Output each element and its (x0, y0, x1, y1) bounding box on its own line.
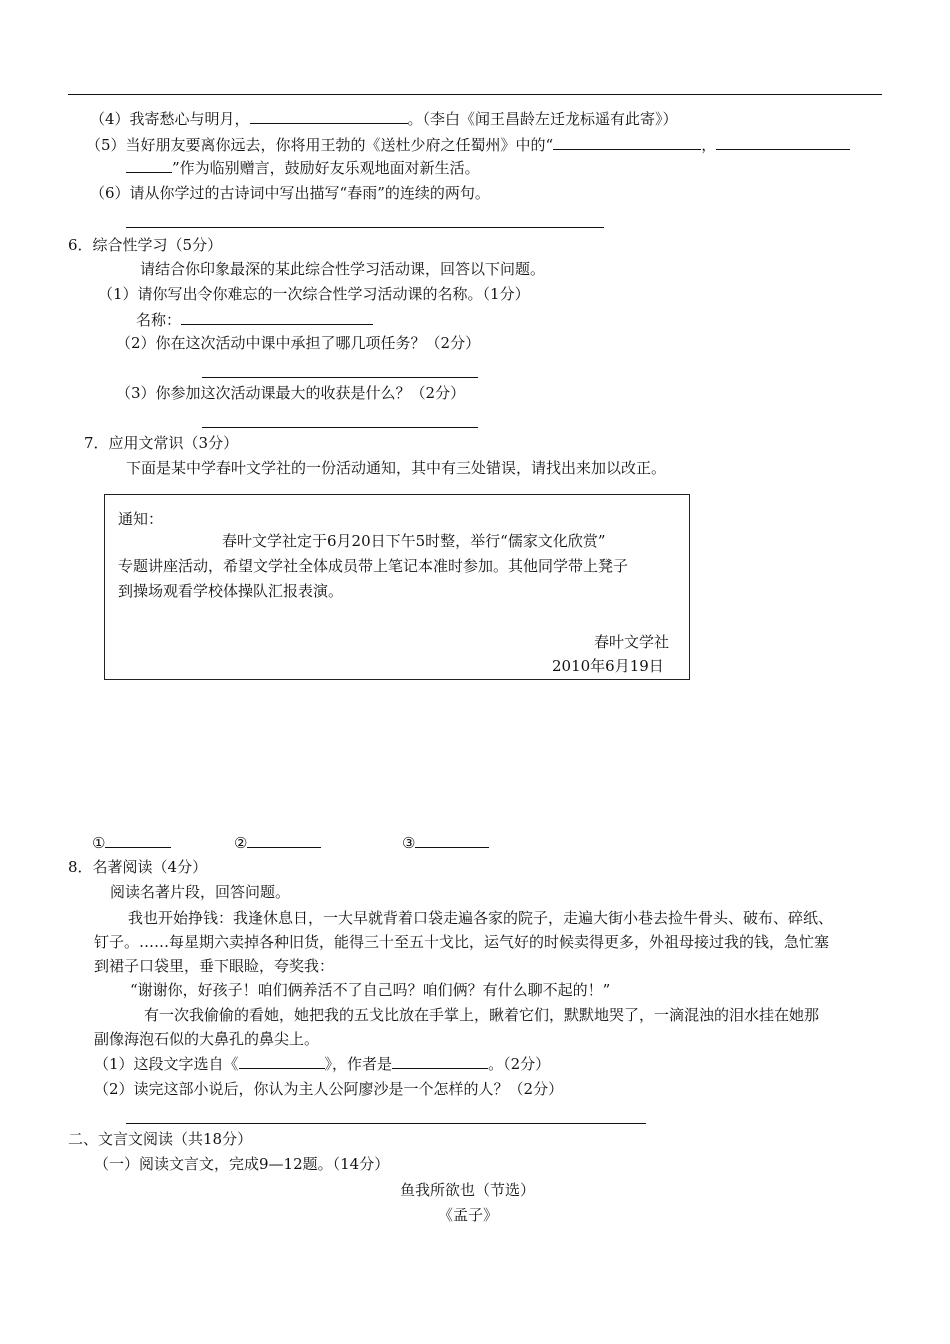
q8-sub1-book-blank[interactable] (239, 1054, 325, 1069)
q8-p1-line3: 到裙子口袋里，垂下眼睑，夸奖我： (94, 957, 335, 975)
q5-item5-line2 (126, 158, 480, 178)
q8-p2-line2: 副像海泡石似的大鼻孔的鼻尖上。 (94, 1030, 320, 1048)
q6-name-label: 名称： (136, 311, 182, 329)
section2-title: 二、文言文阅读（共18分） (68, 1130, 253, 1148)
q5-item4-prefix: （4）我寄愁心与明月， (90, 110, 250, 128)
q8-sub2-answer-line[interactable] (126, 1123, 646, 1124)
q8-sub1 (94, 1054, 550, 1074)
q7-answer-1-marker: ① (92, 834, 106, 852)
q7-answer-1-blank[interactable] (105, 833, 171, 848)
q5-item6-answer-line[interactable] (126, 227, 604, 228)
q8-sub1-mid: 》，作者是 (324, 1055, 393, 1073)
q8-sub1-suffix: 。（2分） (488, 1055, 551, 1073)
q7-answer-2 (234, 833, 321, 853)
essay-author: 《孟子》 (438, 1206, 499, 1224)
q7-answer-1 (92, 833, 171, 853)
q7-intro: 下面是某中学春叶文学社的一份活动通知，其中有三处错误，请找出来加以改正。 (126, 459, 667, 477)
q5-item4-blank[interactable] (250, 109, 408, 124)
q6-sub3-answer-line[interactable] (202, 427, 478, 428)
q5-item4 (90, 109, 678, 129)
q8-sub2: （2）读完这部小说后，你认为主人公阿廖沙是一个怎样的人？（2分） (94, 1080, 564, 1098)
q5-item5-text: （5）当好朋友要离你远去，你将用王勃的《送杜少府之任蜀州》中的“ (86, 136, 554, 154)
q8-sub1-prefix: （1）这段文字选自《 (94, 1055, 239, 1073)
q8-sub1-author-blank[interactable] (392, 1054, 488, 1069)
q6-sub3: （3）你参加这次活动课最大的收获是什么？（2分） (116, 384, 466, 402)
q7-answer-2-blank[interactable] (247, 833, 321, 848)
q6-name-blank[interactable] (181, 310, 373, 325)
q7-title: 7．应用文常识（3分） (84, 434, 239, 452)
q8-quote: “谢谢你，好孩子！咱们俩养活不了自己吗？咱们俩？有什么聊不起的！” (130, 981, 611, 999)
q7-answer-2-marker: ② (234, 834, 248, 852)
q5-item5-comma: ， (701, 136, 717, 154)
notice-signature: 春叶文学社 (594, 633, 670, 651)
q6-sub2-answer-line[interactable] (202, 377, 478, 378)
q5-item5-blank-2[interactable] (716, 135, 850, 150)
q5-item4-suffix: 。（李白《闻王昌龄左迁龙标遥有此寄》） (407, 110, 678, 128)
q5-item6: （6）请从你学过的古诗词中写出描写“春雨”的连续的两句。 (90, 184, 490, 202)
notice-line3: 到操场观看学校体操队汇报表演。 (118, 582, 344, 600)
q7-answer-3-blank[interactable] (415, 833, 489, 848)
q6-name-row (136, 310, 373, 330)
q6-sub2: （2）你在这次活动中课中承担了哪几项任务？（2分） (116, 334, 481, 352)
q8-p1-line1: 我也开始挣钱：我逢休息日，一大早就背着口袋走遍各家的院子，走遍大街小巷去捡牛骨头、破布、碎纸、 (128, 909, 834, 927)
q6-title: 6．综合性学习（5分） (68, 236, 223, 254)
q5-item5-line1 (86, 135, 850, 155)
q7-answer-3-marker: ③ (402, 834, 416, 852)
top-rule (68, 94, 882, 95)
q7-answer-3 (402, 833, 489, 853)
q5-item5-line2-text: ”作为临别赠言，鼓励好友乐观地面对新生活。 (172, 159, 480, 177)
notice-line1: 春叶文学社定于6月20日下午5时整，举行“儒家文化欣赏” (222, 532, 606, 550)
notice-heading: 通知： (118, 510, 164, 528)
q6-sub1: （1）请你写出令你难忘的一次综合性学习活动课的名称。（1分） (98, 285, 530, 303)
q8-p1-line2: 钉子。……每星期六卖掉各种旧货，能得三十至五十戈比，运气好的时候卖得更多，外祖母接过我的钱，急忙塞 (94, 933, 830, 951)
q6-intro: 请结合你印象最深的某此综合性学习活动课，回答以下问题。 (140, 260, 546, 278)
essay-title: 鱼我所欲也（节选） (400, 1181, 536, 1199)
q5-item5-blank-1[interactable] (553, 135, 701, 150)
q5-item5-blank-3[interactable] (126, 158, 172, 173)
q8-intro: 阅读名著片段，回答问题。 (110, 883, 291, 901)
q8-p2-line1: 有一次我偷偷的看她，她把我的五戈比放在手掌上，瞅着它们，默默地哭了，一滴混浊的泪水挂在她那 (144, 1006, 820, 1024)
notice-line2: 专题讲座活动，希望文学社全体成员带上笔记本准时参加。其他同学带上凳子 (118, 557, 629, 575)
q8-title: 8．名著阅读（4分） (68, 858, 208, 876)
section2-part1: （一）阅读文言文，完成9—12题。（14分） (94, 1155, 390, 1173)
notice-date: 2010年6月19日 (552, 657, 664, 675)
